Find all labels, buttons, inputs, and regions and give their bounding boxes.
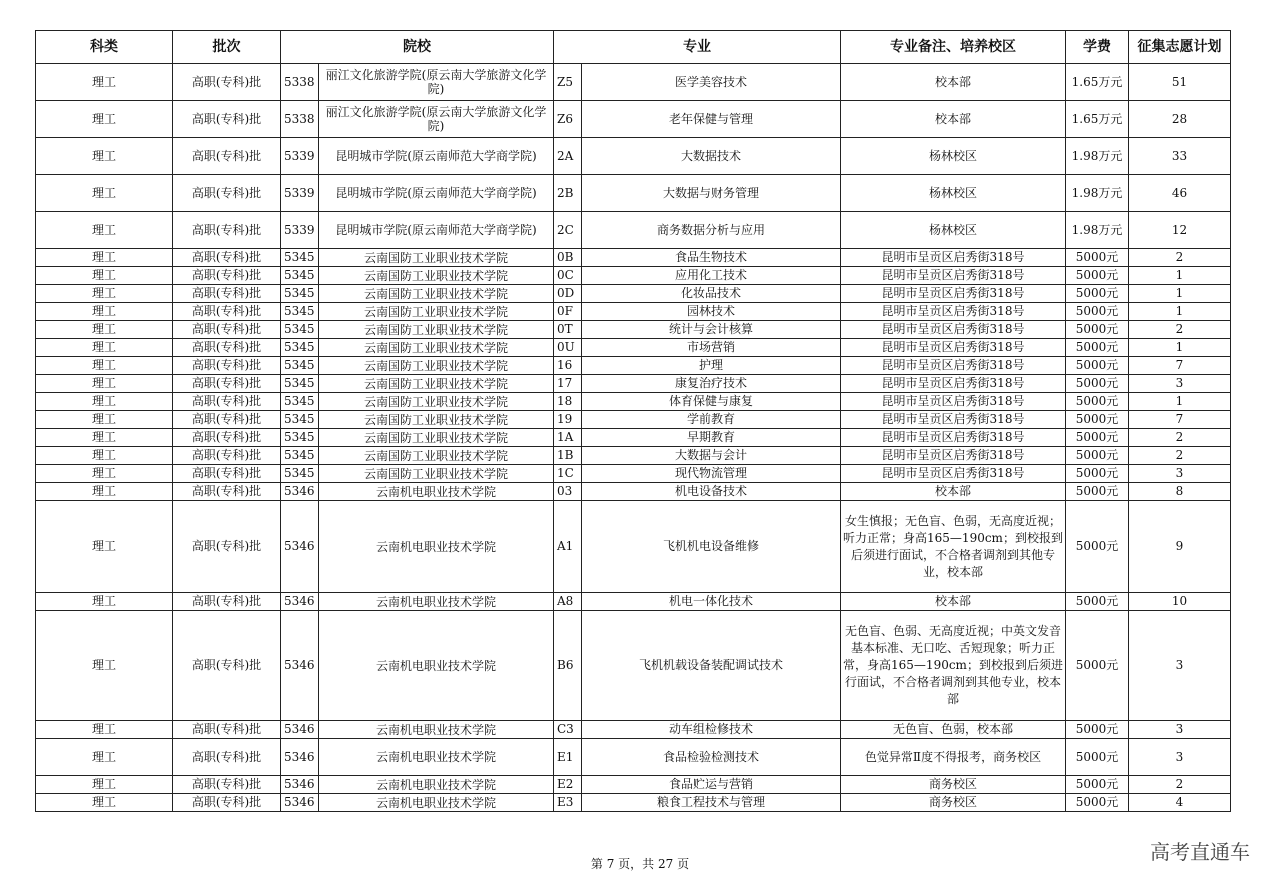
note-campus-cell: 昆明市呈贡区启秀街318号 [841, 267, 1066, 285]
batch-cell: 高职(专科)批 [173, 447, 281, 465]
admission-plan-table [35, 30, 1231, 812]
school-code-cell: 5346 [281, 776, 319, 794]
category-cell: 理工 [36, 175, 173, 212]
major-name-cell: 飞机机载设备装配调试技术 [582, 611, 841, 721]
major-name-cell: 医学美容技术 [582, 64, 841, 101]
major-code-cell: 18 [554, 393, 582, 411]
major-name-cell: 食品生物技术 [582, 249, 841, 267]
plan-cell: 12 [1129, 212, 1231, 249]
major-name-cell: 动车组检修技术 [582, 721, 841, 739]
category-cell: 理工 [36, 64, 173, 101]
major-code-cell: 0C [554, 267, 582, 285]
note-campus-cell: 校本部 [841, 64, 1066, 101]
table-row [36, 593, 1231, 611]
school-name-cell: 云南机电职业技术学院 [319, 739, 554, 776]
batch-cell: 高职(专科)批 [173, 321, 281, 339]
school-name-cell: 丽江文化旅游学院(原云南大学旅游文化学院) [319, 101, 554, 138]
note-campus-cell: 杨林校区 [841, 138, 1066, 175]
major-code-cell: E2 [554, 776, 582, 794]
school-name-cell: 云南国防工业职业技术学院 [319, 303, 554, 321]
school-name-cell: 云南国防工业职业技术学院 [319, 429, 554, 447]
major-code-cell: 2C [554, 212, 582, 249]
batch-cell: 高职(专科)批 [173, 483, 281, 501]
school-name-cell: 丽江文化旅游学院(原云南大学旅游文化学院) [319, 64, 554, 101]
table-row [36, 138, 1231, 175]
category-cell: 理工 [36, 721, 173, 739]
plan-cell: 1 [1129, 393, 1231, 411]
school-code-cell: 5346 [281, 501, 319, 593]
batch-cell: 高职(专科)批 [173, 138, 281, 175]
school-code-cell: 5345 [281, 339, 319, 357]
school-code-cell: 5346 [281, 721, 319, 739]
category-cell: 理工 [36, 303, 173, 321]
school-name-cell: 昆明城市学院(原云南师范大学商学院) [319, 175, 554, 212]
school-name-cell: 云南机电职业技术学院 [319, 501, 554, 593]
table-row [36, 339, 1231, 357]
category-cell: 理工 [36, 429, 173, 447]
batch-cell: 高职(专科)批 [173, 285, 281, 303]
major-name-cell: 食品贮运与营销 [582, 776, 841, 794]
major-name-cell: 护理 [582, 357, 841, 375]
note-campus-cell: 商务校区 [841, 794, 1066, 812]
major-code-cell: 1B [554, 447, 582, 465]
school-code-cell: 5345 [281, 303, 319, 321]
batch-cell: 高职(专科)批 [173, 794, 281, 812]
school-name-cell: 云南国防工业职业技术学院 [319, 321, 554, 339]
batch-cell: 高职(专科)批 [173, 175, 281, 212]
plan-cell: 33 [1129, 138, 1231, 175]
major-code-cell: 03 [554, 483, 582, 501]
plan-cell: 8 [1129, 483, 1231, 501]
note-campus-cell: 昆明市呈贡区启秀街318号 [841, 339, 1066, 357]
school-code-cell: 5345 [281, 357, 319, 375]
school-name-cell: 云南国防工业职业技术学院 [319, 447, 554, 465]
table-row [36, 483, 1231, 501]
plan-cell: 1 [1129, 339, 1231, 357]
school-code-cell: 5345 [281, 321, 319, 339]
major-name-cell: 商务数据分析与应用 [582, 212, 841, 249]
plan-cell: 28 [1129, 101, 1231, 138]
fee-cell: 5000元 [1066, 501, 1129, 593]
plan-cell: 2 [1129, 321, 1231, 339]
plan-cell: 51 [1129, 64, 1231, 101]
note-campus-cell: 昆明市呈贡区启秀街318号 [841, 411, 1066, 429]
header-fee: 学费 [1066, 31, 1129, 64]
fee-cell: 5000元 [1066, 447, 1129, 465]
category-cell: 理工 [36, 776, 173, 794]
table-row [36, 739, 1231, 776]
table-row [36, 447, 1231, 465]
school-name-cell: 云南国防工业职业技术学院 [319, 249, 554, 267]
plan-cell: 1 [1129, 285, 1231, 303]
table-row [36, 411, 1231, 429]
table-row [36, 375, 1231, 393]
school-code-cell: 5346 [281, 483, 319, 501]
batch-cell: 高职(专科)批 [173, 721, 281, 739]
batch-cell: 高职(专科)批 [173, 739, 281, 776]
plan-cell: 4 [1129, 794, 1231, 812]
fee-cell: 5000元 [1066, 249, 1129, 267]
category-cell: 理工 [36, 357, 173, 375]
fee-cell: 5000元 [1066, 411, 1129, 429]
school-code-cell: 5345 [281, 249, 319, 267]
batch-cell: 高职(专科)批 [173, 501, 281, 593]
major-code-cell: 0T [554, 321, 582, 339]
major-name-cell: 食品检验检测技术 [582, 739, 841, 776]
fee-cell: 5000元 [1066, 483, 1129, 501]
note-campus-cell: 昆明市呈贡区启秀街318号 [841, 285, 1066, 303]
note-campus-cell: 女生慎报；无色盲、色弱，无高度近视；听力正常；身高165—190cm；到校报到后须进行面试，不合格者调剂到其他专业，校本部 [841, 501, 1066, 593]
major-code-cell: 2B [554, 175, 582, 212]
major-name-cell: 机电设备技术 [582, 483, 841, 501]
table-row [36, 321, 1231, 339]
batch-cell: 高职(专科)批 [173, 776, 281, 794]
note-campus-cell: 无色盲、色弱、无高度近视；中英文发音基本标准、无口吃、舌短现象；听力正常，身高165—190cm；到校报到后须进行面试，不合格者调剂到其他专业，校本部 [841, 611, 1066, 721]
category-cell: 理工 [36, 249, 173, 267]
fee-cell: 5000元 [1066, 303, 1129, 321]
table-row [36, 611, 1231, 721]
school-name-cell: 云南国防工业职业技术学院 [319, 339, 554, 357]
note-campus-cell: 昆明市呈贡区启秀街318号 [841, 303, 1066, 321]
fee-cell: 5000元 [1066, 776, 1129, 794]
major-code-cell: 0B [554, 249, 582, 267]
category-cell: 理工 [36, 593, 173, 611]
note-campus-cell: 昆明市呈贡区启秀街318号 [841, 393, 1066, 411]
school-code-cell: 5345 [281, 267, 319, 285]
header-school: 院校 [281, 31, 554, 64]
note-campus-cell: 昆明市呈贡区启秀街318号 [841, 249, 1066, 267]
table-row [36, 64, 1231, 101]
note-campus-cell: 杨林校区 [841, 175, 1066, 212]
plan-cell: 3 [1129, 375, 1231, 393]
plan-cell: 10 [1129, 593, 1231, 611]
note-campus-cell: 昆明市呈贡区启秀街318号 [841, 465, 1066, 483]
note-campus-cell: 校本部 [841, 593, 1066, 611]
school-code-cell: 5346 [281, 593, 319, 611]
batch-cell: 高职(专科)批 [173, 411, 281, 429]
category-cell: 理工 [36, 321, 173, 339]
school-name-cell: 云南机电职业技术学院 [319, 776, 554, 794]
table-row [36, 285, 1231, 303]
major-code-cell: B6 [554, 611, 582, 721]
table-row [36, 465, 1231, 483]
plan-cell: 1 [1129, 303, 1231, 321]
batch-cell: 高职(专科)批 [173, 465, 281, 483]
school-code-cell: 5338 [281, 101, 319, 138]
header-major: 专业 [554, 31, 841, 64]
plan-cell: 2 [1129, 776, 1231, 794]
fee-cell: 5000元 [1066, 465, 1129, 483]
header-plan: 征集志愿计划 [1129, 31, 1231, 64]
fee-cell: 5000元 [1066, 285, 1129, 303]
plan-cell: 2 [1129, 447, 1231, 465]
plan-cell: 46 [1129, 175, 1231, 212]
school-name-cell: 云南国防工业职业技术学院 [319, 357, 554, 375]
table-row [36, 303, 1231, 321]
fee-cell: 5000元 [1066, 721, 1129, 739]
table-row [36, 429, 1231, 447]
plan-cell: 7 [1129, 411, 1231, 429]
major-code-cell: 0D [554, 285, 582, 303]
major-code-cell: 2A [554, 138, 582, 175]
major-name-cell: 市场营销 [582, 339, 841, 357]
school-code-cell: 5345 [281, 393, 319, 411]
major-name-cell: 学前教育 [582, 411, 841, 429]
major-name-cell: 机电一体化技术 [582, 593, 841, 611]
header-category: 科类 [36, 31, 173, 64]
major-code-cell: C3 [554, 721, 582, 739]
note-campus-cell: 色觉异常Ⅱ度不得报考，商务校区 [841, 739, 1066, 776]
table-row [36, 249, 1231, 267]
school-name-cell: 云南机电职业技术学院 [319, 794, 554, 812]
batch-cell: 高职(专科)批 [173, 611, 281, 721]
table-row [36, 267, 1231, 285]
plan-cell: 2 [1129, 429, 1231, 447]
note-campus-cell: 商务校区 [841, 776, 1066, 794]
major-code-cell: 0U [554, 339, 582, 357]
school-code-cell: 5345 [281, 375, 319, 393]
table-row [36, 212, 1231, 249]
fee-cell: 1.65万元 [1066, 101, 1129, 138]
note-campus-cell: 昆明市呈贡区启秀街318号 [841, 375, 1066, 393]
fee-cell: 5000元 [1066, 794, 1129, 812]
note-campus-cell: 昆明市呈贡区启秀街318号 [841, 321, 1066, 339]
table-row [36, 393, 1231, 411]
major-name-cell: 康复治疗技术 [582, 375, 841, 393]
batch-cell: 高职(专科)批 [173, 375, 281, 393]
fee-cell: 5000元 [1066, 739, 1129, 776]
fee-cell: 5000元 [1066, 429, 1129, 447]
school-name-cell: 昆明城市学院(原云南师范大学商学院) [319, 212, 554, 249]
major-code-cell: 1C [554, 465, 582, 483]
major-code-cell: 19 [554, 411, 582, 429]
fee-cell: 5000元 [1066, 611, 1129, 721]
major-code-cell: E3 [554, 794, 582, 812]
fee-cell: 5000元 [1066, 375, 1129, 393]
table-row [36, 721, 1231, 739]
batch-cell: 高职(专科)批 [173, 303, 281, 321]
category-cell: 理工 [36, 267, 173, 285]
school-code-cell: 5339 [281, 212, 319, 249]
school-name-cell: 云南国防工业职业技术学院 [319, 465, 554, 483]
major-code-cell: 1A [554, 429, 582, 447]
batch-cell: 高职(专科)批 [173, 249, 281, 267]
major-code-cell: Z5 [554, 64, 582, 101]
category-cell: 理工 [36, 138, 173, 175]
school-code-cell: 5346 [281, 794, 319, 812]
major-code-cell: Z6 [554, 101, 582, 138]
fee-cell: 5000元 [1066, 339, 1129, 357]
major-name-cell: 体育保健与康复 [582, 393, 841, 411]
table-header-row [36, 31, 1231, 64]
note-campus-cell: 校本部 [841, 101, 1066, 138]
school-code-cell: 5345 [281, 285, 319, 303]
batch-cell: 高职(专科)批 [173, 212, 281, 249]
batch-cell: 高职(专科)批 [173, 64, 281, 101]
school-code-cell: 5338 [281, 64, 319, 101]
category-cell: 理工 [36, 611, 173, 721]
school-name-cell: 云南国防工业职业技术学院 [319, 285, 554, 303]
note-campus-cell: 昆明市呈贡区启秀街318号 [841, 447, 1066, 465]
page-number: 第 7 页，共 27 页 [590, 857, 690, 871]
major-name-cell: 大数据技术 [582, 138, 841, 175]
plan-cell: 3 [1129, 611, 1231, 721]
school-code-cell: 5346 [281, 739, 319, 776]
major-name-cell: 早期教育 [582, 429, 841, 447]
table-row [36, 357, 1231, 375]
category-cell: 理工 [36, 393, 173, 411]
major-name-cell: 园林技术 [582, 303, 841, 321]
category-cell: 理工 [36, 739, 173, 776]
major-name-cell: 老年保健与管理 [582, 101, 841, 138]
table-row [36, 776, 1231, 794]
watermark-text: 高考直通车 [1150, 840, 1250, 864]
category-cell: 理工 [36, 375, 173, 393]
school-name-cell: 昆明城市学院(原云南师范大学商学院) [319, 138, 554, 175]
fee-cell: 1.98万元 [1066, 138, 1129, 175]
note-campus-cell: 昆明市呈贡区启秀街318号 [841, 357, 1066, 375]
category-cell: 理工 [36, 465, 173, 483]
fee-cell: 5000元 [1066, 393, 1129, 411]
major-name-cell: 飞机机电设备维修 [582, 501, 841, 593]
major-name-cell: 大数据与会计 [582, 447, 841, 465]
school-name-cell: 云南国防工业职业技术学院 [319, 411, 554, 429]
major-code-cell: 16 [554, 357, 582, 375]
category-cell: 理工 [36, 339, 173, 357]
category-cell: 理工 [36, 101, 173, 138]
plan-cell: 3 [1129, 739, 1231, 776]
major-name-cell: 大数据与财务管理 [582, 175, 841, 212]
table-row [36, 794, 1231, 812]
school-name-cell: 云南国防工业职业技术学院 [319, 267, 554, 285]
school-code-cell: 5345 [281, 447, 319, 465]
school-code-cell: 5339 [281, 138, 319, 175]
school-code-cell: 5339 [281, 175, 319, 212]
school-code-cell: 5345 [281, 465, 319, 483]
note-campus-cell: 校本部 [841, 483, 1066, 501]
category-cell: 理工 [36, 447, 173, 465]
category-cell: 理工 [36, 501, 173, 593]
school-name-cell: 云南国防工业职业技术学院 [319, 393, 554, 411]
fee-cell: 1.65万元 [1066, 64, 1129, 101]
plan-cell: 9 [1129, 501, 1231, 593]
school-code-cell: 5345 [281, 411, 319, 429]
plan-cell: 7 [1129, 357, 1231, 375]
batch-cell: 高职(专科)批 [173, 393, 281, 411]
major-code-cell: A1 [554, 501, 582, 593]
major-code-cell: 17 [554, 375, 582, 393]
batch-cell: 高职(专科)批 [173, 101, 281, 138]
category-cell: 理工 [36, 794, 173, 812]
fee-cell: 1.98万元 [1066, 212, 1129, 249]
school-name-cell: 云南机电职业技术学院 [319, 611, 554, 721]
category-cell: 理工 [36, 285, 173, 303]
table-row [36, 175, 1231, 212]
category-cell: 理工 [36, 483, 173, 501]
plan-cell: 3 [1129, 465, 1231, 483]
major-code-cell: E1 [554, 739, 582, 776]
fee-cell: 5000元 [1066, 357, 1129, 375]
major-name-cell: 粮食工程技术与管理 [582, 794, 841, 812]
fee-cell: 1.98万元 [1066, 175, 1129, 212]
batch-cell: 高职(专科)批 [173, 339, 281, 357]
major-name-cell: 应用化工技术 [582, 267, 841, 285]
batch-cell: 高职(专科)批 [173, 267, 281, 285]
fee-cell: 5000元 [1066, 321, 1129, 339]
fee-cell: 5000元 [1066, 593, 1129, 611]
batch-cell: 高职(专科)批 [173, 357, 281, 375]
school-code-cell: 5346 [281, 611, 319, 721]
major-name-cell: 现代物流管理 [582, 465, 841, 483]
table-row [36, 101, 1231, 138]
category-cell: 理工 [36, 411, 173, 429]
plan-cell: 1 [1129, 267, 1231, 285]
note-campus-cell: 昆明市呈贡区启秀街318号 [841, 429, 1066, 447]
batch-cell: 高职(专科)批 [173, 429, 281, 447]
major-code-cell: 0F [554, 303, 582, 321]
school-name-cell: 云南机电职业技术学院 [319, 593, 554, 611]
school-code-cell: 5345 [281, 429, 319, 447]
school-name-cell: 云南机电职业技术学院 [319, 483, 554, 501]
major-name-cell: 化妆品技术 [582, 285, 841, 303]
plan-cell: 2 [1129, 249, 1231, 267]
table-row [36, 501, 1231, 593]
batch-cell: 高职(专科)批 [173, 593, 281, 611]
school-name-cell: 云南国防工业职业技术学院 [319, 375, 554, 393]
header-note-campus: 专业备注、培养校区 [841, 31, 1066, 64]
fee-cell: 5000元 [1066, 267, 1129, 285]
major-name-cell: 统计与会计核算 [582, 321, 841, 339]
header-batch: 批次 [173, 31, 281, 64]
note-campus-cell: 杨林校区 [841, 212, 1066, 249]
category-cell: 理工 [36, 212, 173, 249]
note-campus-cell: 无色盲、色弱，校本部 [841, 721, 1066, 739]
major-code-cell: A8 [554, 593, 582, 611]
plan-cell: 3 [1129, 721, 1231, 739]
school-name-cell: 云南机电职业技术学院 [319, 721, 554, 739]
